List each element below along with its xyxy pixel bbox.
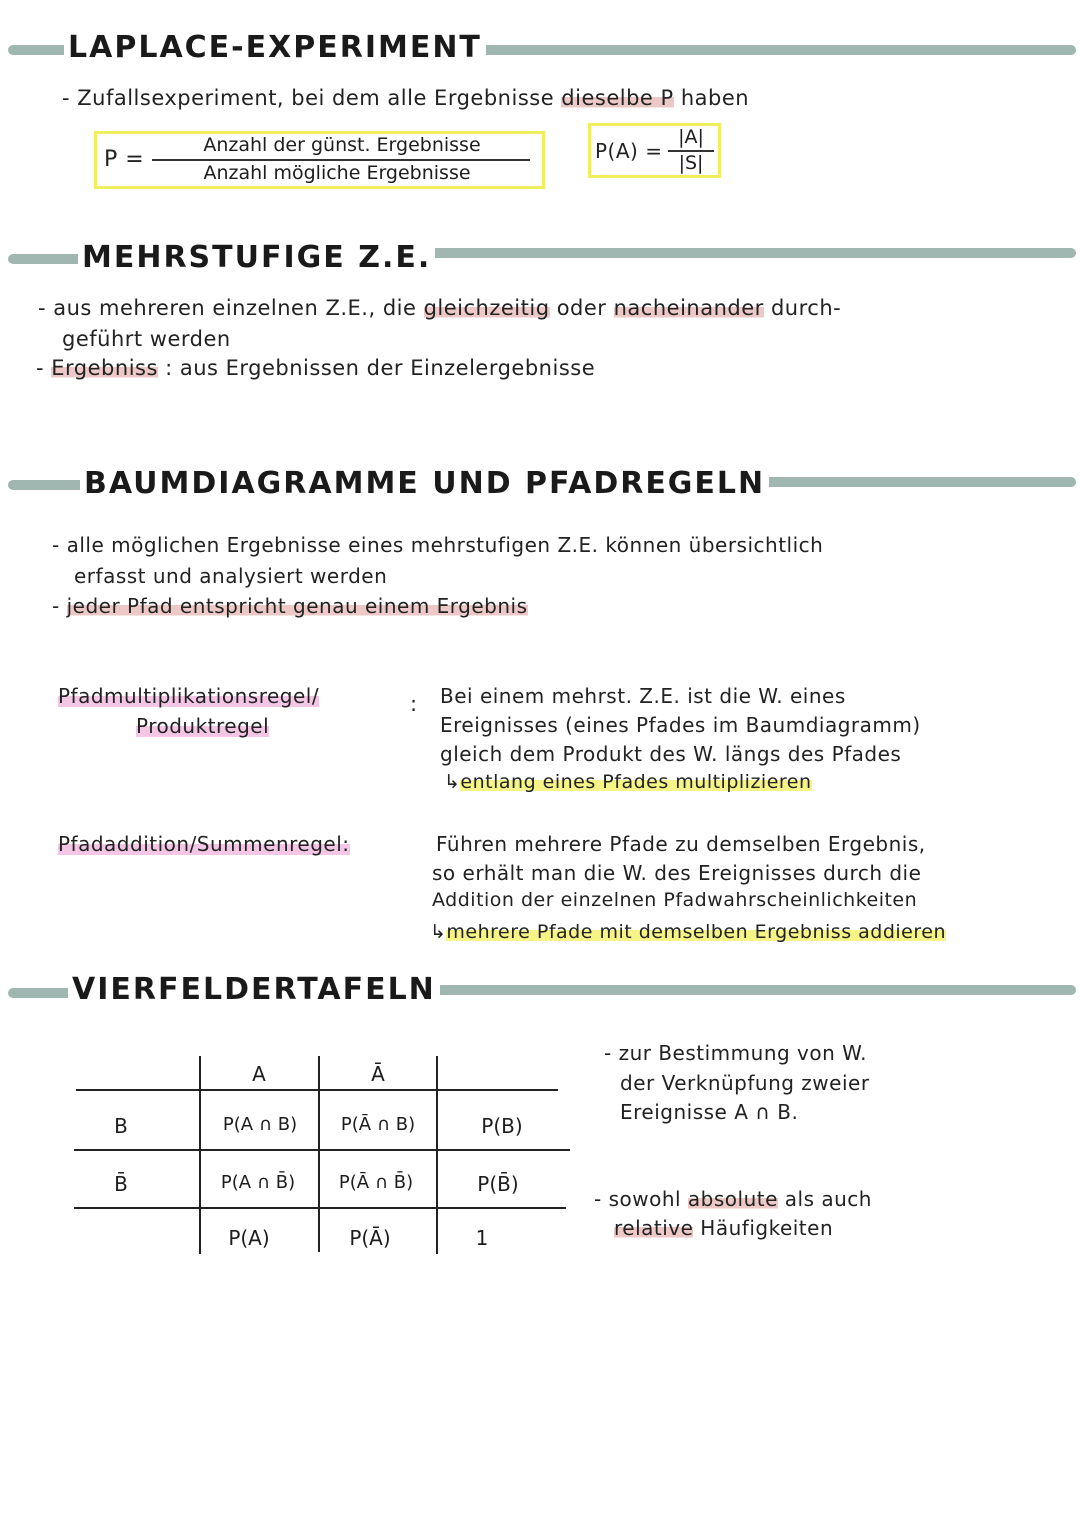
rule2-line1: Führen mehrere Pfade zu demselben Ergebnis, — [436, 832, 926, 856]
laplace-def-highlight: dieselbe P — [561, 86, 674, 110]
table-header-a: A — [252, 1062, 266, 1086]
mehrstufig-highlight-gleichzeitig: gleichzeitig — [423, 296, 550, 320]
baum-heading: BAUMDIAGRAMME UND PFADREGELN — [80, 466, 769, 501]
vierfeld-highlight-absolute: absolute — [687, 1187, 778, 1211]
table-cell-p-bbar: P(B̄) — [477, 1172, 519, 1196]
mehrstufig-line1 — [38, 296, 841, 320]
mehrstufig-highlight-nacheinander: nacheinander — [613, 296, 764, 320]
laplace-heading: LAPLACE-EXPERIMENT — [64, 30, 486, 65]
vierfeld-rule-right — [380, 985, 1076, 995]
rule2-highlight: mehrere Pfade mit demselben Ergebniss addieren — [446, 921, 946, 943]
rule1-name-b-text: Produktregel — [136, 714, 270, 738]
mehrstufig-line1-pre: - aus mehreren einzelnen Z.E., die — [38, 296, 424, 320]
laplace-formula-fraction-line — [152, 159, 530, 161]
rule1-highlight: entlang eines Pfades multiplizieren — [460, 771, 812, 793]
laplace-formula-numerator: Anzahl der günst. Ergebnisse — [203, 134, 481, 156]
table-cell-p-abar: P(Ā) — [349, 1226, 391, 1250]
baum-highlight-pfad: jeder Pfad entspricht genau einem Ergebnis — [66, 594, 528, 618]
rule2-arrow: ↳ — [430, 921, 447, 943]
vierfeld-note1-line1: - zur Bestimmung von W. — [604, 1041, 867, 1065]
table-cell-abar-and-bbar: P(Ā ∩ B̄) — [338, 1172, 414, 1193]
vierfeld-heading: VIERFELDERTAFELN — [68, 972, 440, 1007]
table-row-label-b: B — [114, 1114, 128, 1138]
mehrstufig-line3 — [36, 356, 595, 380]
laplace-def-post: haben — [673, 86, 750, 110]
rule2-line3: Addition der einzelnen Pfadwahrscheinlichkeiten — [432, 889, 918, 911]
table-cell-a-and-b: P(A ∩ B) — [222, 1114, 298, 1135]
rule1-line1: Bei einem mehrst. Z.E. ist die W. eines — [440, 684, 846, 708]
mehrstufig-line1-mid: oder — [549, 296, 614, 320]
vierfeld-note2-line1 — [594, 1187, 872, 1211]
vierfeld-note2-post: Häufigkeiten — [693, 1216, 834, 1240]
baum-rule-left — [8, 480, 88, 490]
mehrstufig-highlight-ergebniss: Ergebniss — [51, 356, 158, 380]
baum-line3-dash: - — [52, 594, 67, 618]
table-vline-3 — [436, 1056, 438, 1254]
mehrstufig-line3-post: : aus Ergebnissen der Einzelergebnisse — [157, 356, 596, 380]
vierfeld-highlight-relative: relative — [614, 1216, 694, 1240]
rule2-name — [58, 832, 350, 856]
laplace-formula-p-label: P = — [104, 147, 145, 172]
table-row-label-b-bar: B̄ — [114, 1172, 128, 1196]
table-cell-total: 1 — [475, 1226, 489, 1250]
vierfeld-note2-line2 — [614, 1216, 833, 1240]
rule1-arrow: ↳ — [444, 771, 461, 793]
baum-line3 — [52, 594, 528, 618]
mehrstufig-line3-dash: - — [36, 356, 52, 380]
laplace-formula-denominator: Anzahl mögliche Ergebnisse — [203, 162, 471, 184]
vierfeld-note2-mid: als auch — [777, 1187, 872, 1211]
table-hline-3 — [74, 1207, 566, 1209]
table-hline-2 — [74, 1149, 570, 1151]
baum-line1: - alle möglichen Ergebnisse eines mehrstufigen Z.E. können übersichtlich — [52, 533, 824, 557]
vierfeld-note1-line2: der Verknüpfung zweier — [620, 1071, 870, 1095]
laplace-pa-numerator: |A| — [678, 126, 704, 148]
rule1-name-b — [136, 714, 269, 738]
table-cell-abar-and-b: P(Ā ∩ B) — [340, 1114, 416, 1135]
rule1-line4 — [444, 771, 812, 793]
table-hline-1 — [76, 1089, 558, 1091]
vierfeld-note2-pre: - sowohl — [594, 1187, 688, 1211]
laplace-pa-denominator: |S| — [678, 152, 704, 174]
table-cell-p-a: P(A) — [228, 1226, 270, 1250]
rule2-name-text: Pfadaddition/Summenregel: — [58, 832, 350, 856]
mehrstufig-heading: MEHRSTUFIGE Z.E. — [78, 240, 435, 275]
rule1-name-a — [58, 684, 319, 708]
rule1-line2: Ereignisses (eines Pfades im Baumdiagramm) — [440, 713, 921, 737]
laplace-definition — [62, 86, 749, 110]
rule1-name-a-text: Pfadmultiplikationsregel/ — [58, 684, 320, 708]
vierfeld-note1-line3: Ereignisse A ∩ B. — [620, 1100, 799, 1124]
mehrstufig-rule-left — [8, 254, 88, 264]
laplace-pa-label: P(A) = — [595, 139, 663, 163]
table-cell-p-b: P(B) — [481, 1114, 523, 1138]
laplace-rule-right — [420, 45, 1076, 55]
mehrstufig-line1-post: durch- — [763, 296, 842, 320]
mehrstufig-rule-right — [370, 248, 1076, 258]
laplace-def-pre: - Zufallsexperiment, bei dem alle Ergebnisse — [62, 86, 562, 110]
rule1-line3: gleich dem Produkt des W. längs des Pfades — [440, 742, 902, 766]
rule1-colon: : — [410, 692, 418, 716]
baum-line2: erfasst und analysiert werden — [74, 564, 388, 588]
rule2-line4 — [430, 921, 946, 943]
rule2-line2: so erhält man die W. des Ereignisses durch die — [432, 861, 922, 885]
table-header-a-bar: Ā — [371, 1062, 385, 1086]
mehrstufig-line2: geführt werden — [62, 327, 231, 351]
table-cell-a-and-bbar: P(A ∩ B̄) — [220, 1172, 296, 1193]
